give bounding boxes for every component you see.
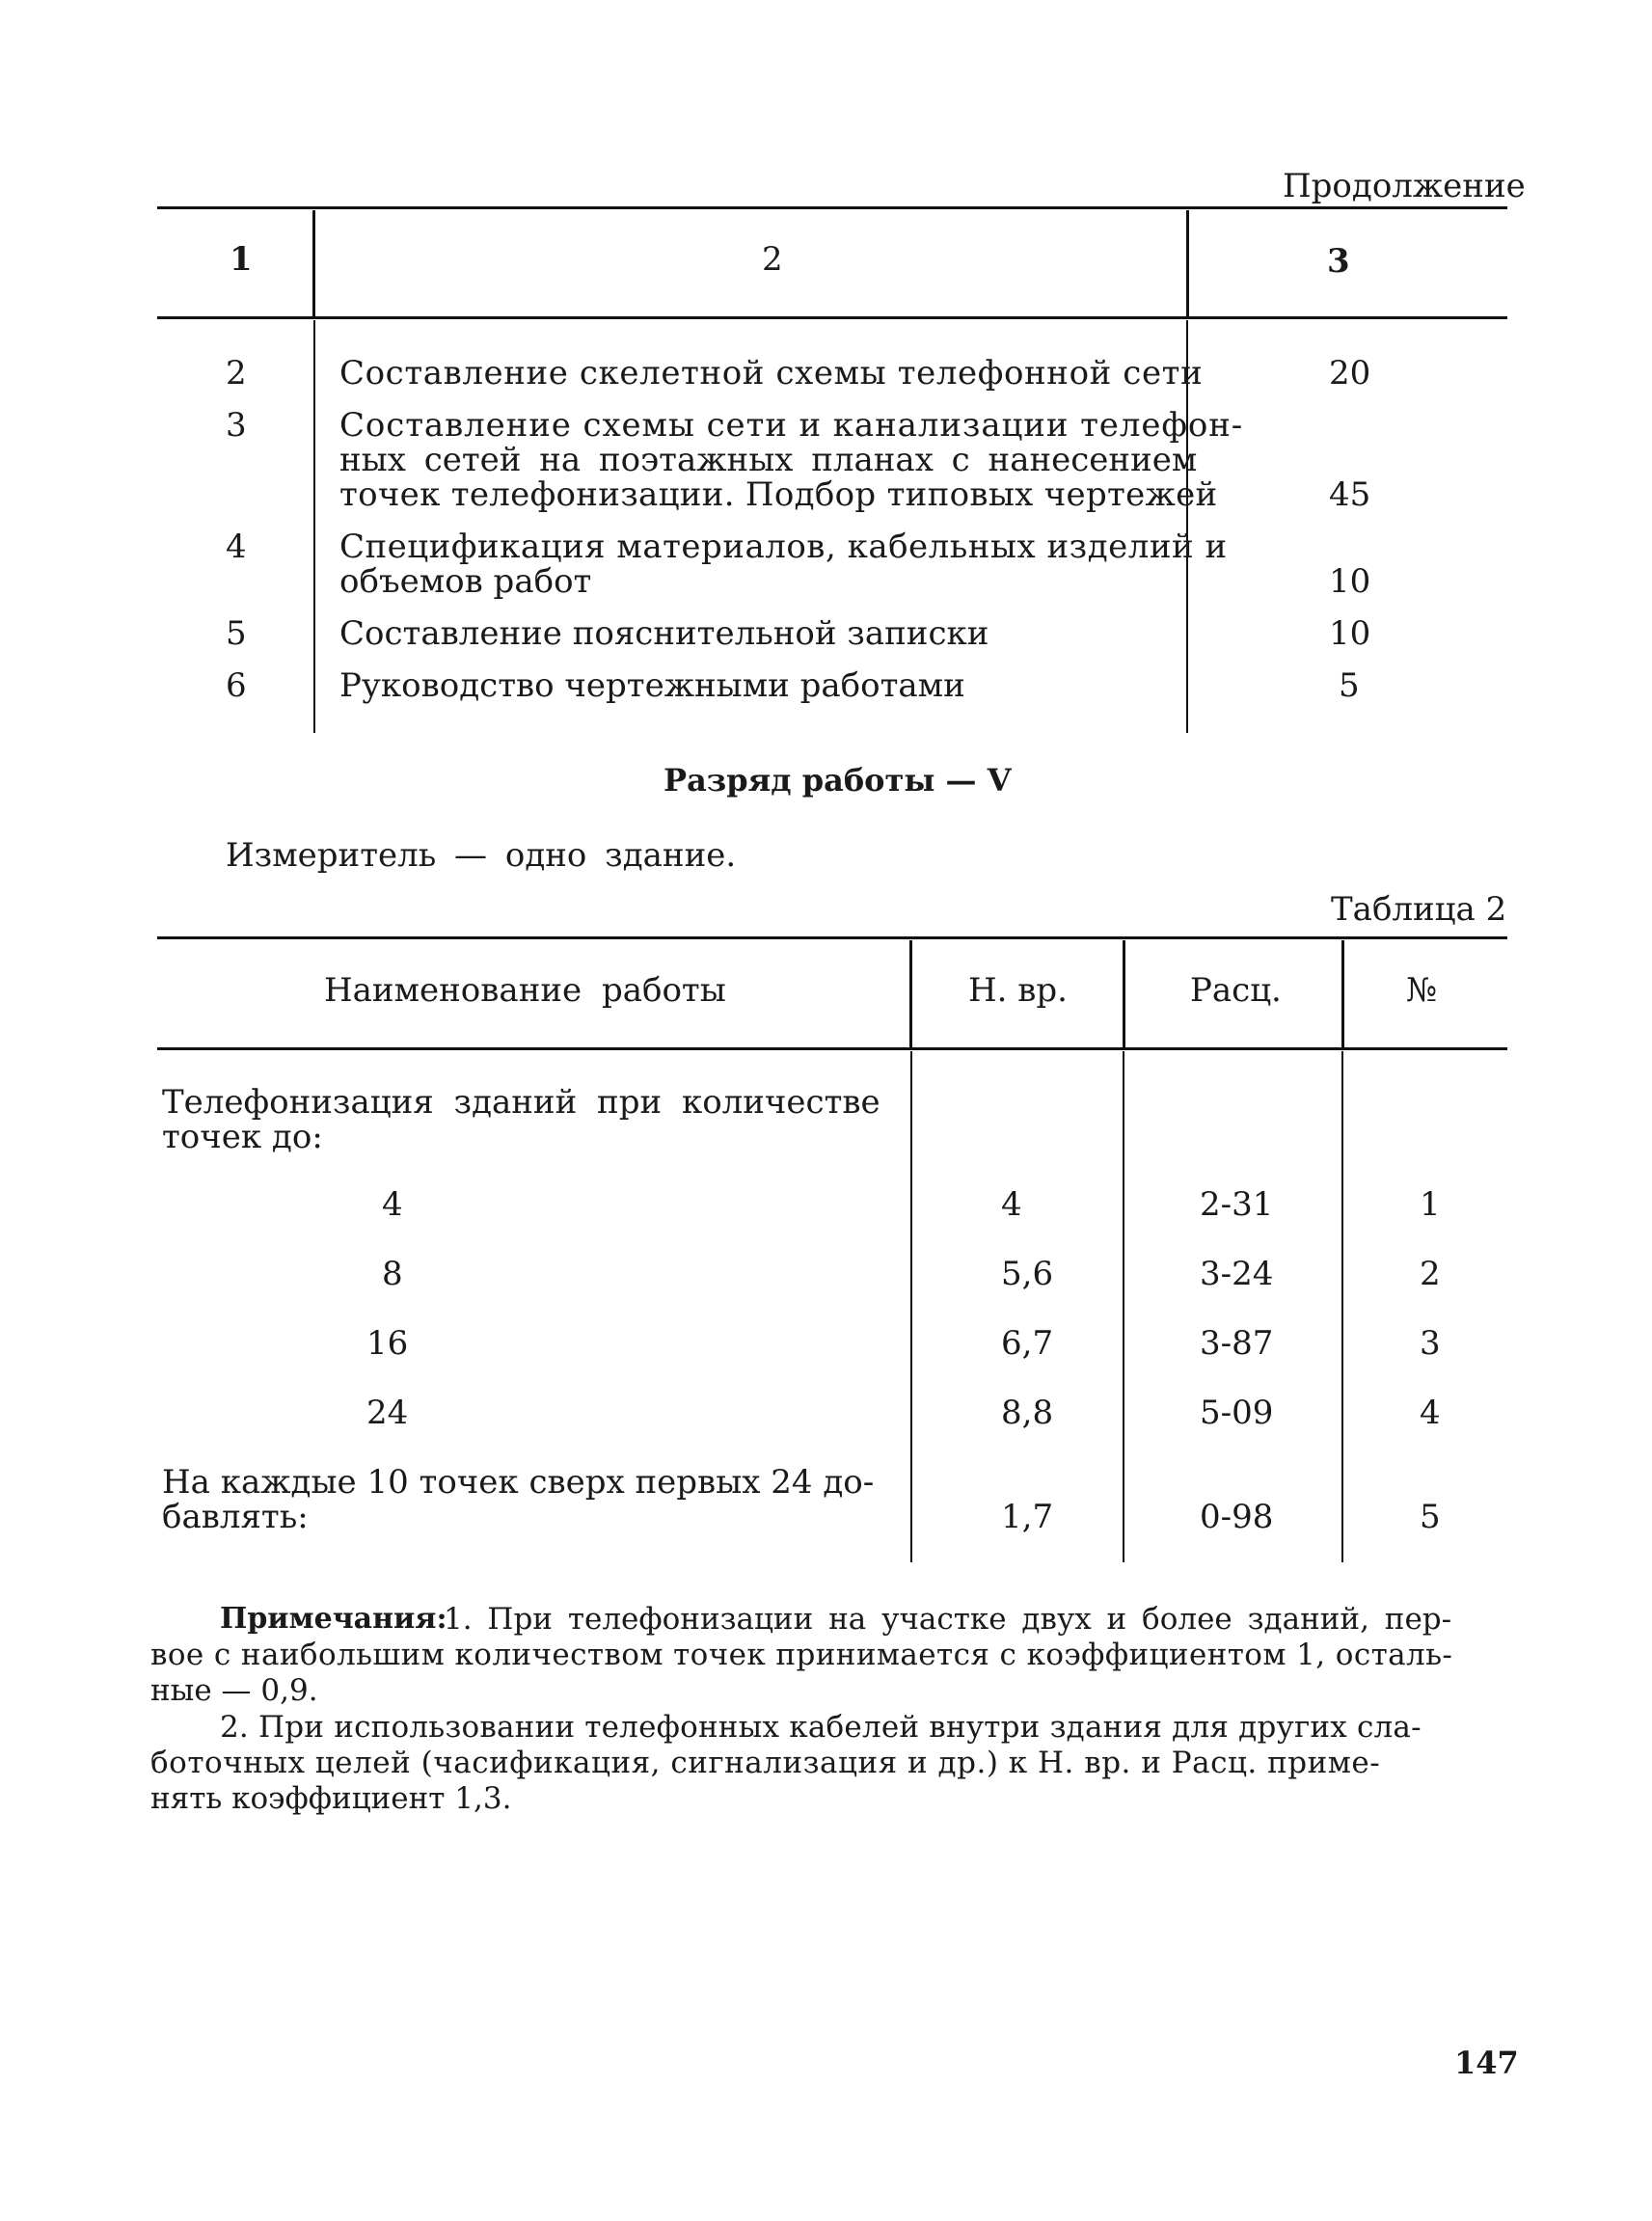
- table1-row-num: 5: [226, 614, 247, 653]
- table1-header-rule: [157, 316, 1507, 319]
- grade-heading: Разряд работы — V: [664, 762, 1012, 799]
- table2-extra-text: бавлять:: [162, 1498, 309, 1536]
- note2-line: нять коэффициент 1,3.: [150, 1781, 512, 1816]
- table2-no: 2: [1420, 1255, 1441, 1293]
- table2-no: 4: [1420, 1394, 1441, 1432]
- table2-points: 8: [382, 1255, 403, 1293]
- note1-line: ные — 0,9.: [150, 1673, 318, 1708]
- table2-header-name: Наименование работы: [324, 971, 726, 1010]
- table2-intro-text: точек до:: [162, 1118, 323, 1156]
- table1-row-text: Спецификация материалов, кабельных изделий и: [339, 528, 1228, 566]
- table1-row-text: Составление пояснительной записки: [339, 614, 989, 653]
- measure-text: Измеритель — одно здание.: [226, 836, 737, 875]
- notes-label: Примечания:: [220, 1602, 447, 1636]
- table2-col-divider-1: [909, 940, 912, 1047]
- table2-time: 1,7: [1001, 1498, 1054, 1536]
- table1-row-num: 4: [226, 528, 247, 566]
- table1-row-text: Составление скелетной схемы телефонной сети: [339, 354, 1204, 393]
- table1-row-text: ных сетей на поэтажных планах с нанесением: [339, 441, 1198, 479]
- note2-line: боточных целей (часификация, сигнализация и др.) к Н. вр. и Расц. приме-: [150, 1746, 1381, 1780]
- table2-points: 16: [366, 1324, 409, 1363]
- table2-time: 5,6: [1001, 1255, 1054, 1293]
- table2-time: 4: [1001, 1185, 1022, 1224]
- table2-header-no: №: [1406, 971, 1438, 1010]
- note2-line: 2. При использовании телефонных кабелей внутри здания для других сла-: [220, 1710, 1422, 1745]
- table2-col-divider-2-body: [1123, 1051, 1124, 1562]
- table2-time: 6,7: [1001, 1324, 1054, 1363]
- page-number: 147: [1454, 2045, 1519, 2081]
- table2-col-divider-1-body: [910, 1051, 912, 1562]
- table2-top-rule: [157, 936, 1507, 939]
- table2-extra-text: На каждые 10 точек сверх первых 24 до-: [162, 1463, 875, 1502]
- table2-col-divider-2: [1123, 940, 1125, 1047]
- table1-row-num: 3: [226, 406, 247, 445]
- table1-col-divider-2: [1186, 210, 1189, 316]
- table1-header-col2: 2: [762, 240, 783, 279]
- table2-intro-text: Телефонизация зданий при количестве: [162, 1083, 880, 1122]
- continuation-label: Продолжение: [1283, 167, 1526, 205]
- table2-header-rule: [157, 1047, 1507, 1050]
- table1-col-divider-1: [312, 210, 315, 316]
- table1-row-value: 45: [1329, 475, 1371, 514]
- table2-time: 8,8: [1001, 1394, 1054, 1432]
- table2-col-divider-3-body: [1341, 1051, 1343, 1562]
- table2-header-time: Н. вр.: [968, 971, 1068, 1010]
- table1-row-value: 10: [1329, 614, 1371, 653]
- table2-rate: 0-98: [1200, 1498, 1274, 1536]
- table1-row-value: 5: [1339, 666, 1360, 705]
- note1-line: 1. При телефонизации на участке двух и более зданий, пер-: [444, 1602, 1452, 1637]
- table2-header-rate: Расц.: [1190, 971, 1282, 1010]
- table1-col-divider-1-body: [313, 320, 315, 733]
- table2-rate: 5-09: [1200, 1394, 1274, 1432]
- table1-header-col3: 3: [1327, 242, 1350, 281]
- table1-row-text: Составление схемы сети и канализации телефон-: [339, 406, 1244, 445]
- table2-rate: 3-87: [1200, 1324, 1274, 1363]
- table2-no: 1: [1420, 1185, 1441, 1224]
- table1-row-value: 20: [1329, 354, 1371, 393]
- table1-header-col1: 1: [230, 240, 253, 279]
- table1-row-text: Руководство чертежными работами: [339, 666, 965, 705]
- table1-top-rule: [157, 206, 1507, 209]
- table2-no: 5: [1420, 1498, 1441, 1536]
- table2-rate: 3-24: [1200, 1255, 1274, 1293]
- note1-line: вое с наибольшим количеством точек принимается с коэффициентом 1, осталь-: [150, 1638, 1453, 1672]
- table2-points: 24: [366, 1394, 409, 1432]
- table1-row-value: 10: [1329, 562, 1371, 601]
- table2-col-divider-3: [1341, 940, 1344, 1047]
- table2-rate: 2-31: [1200, 1185, 1274, 1224]
- table1-row-num: 2: [226, 354, 247, 393]
- table2-points: 4: [382, 1185, 403, 1224]
- table1-row-text: объемов работ: [339, 562, 592, 601]
- table2-label: Таблица 2: [1331, 890, 1507, 929]
- table1-row-num: 6: [226, 666, 247, 705]
- table1-row-text: точек телефонизации. Подбор типовых чертежей: [339, 475, 1218, 514]
- table2-no: 3: [1420, 1324, 1441, 1363]
